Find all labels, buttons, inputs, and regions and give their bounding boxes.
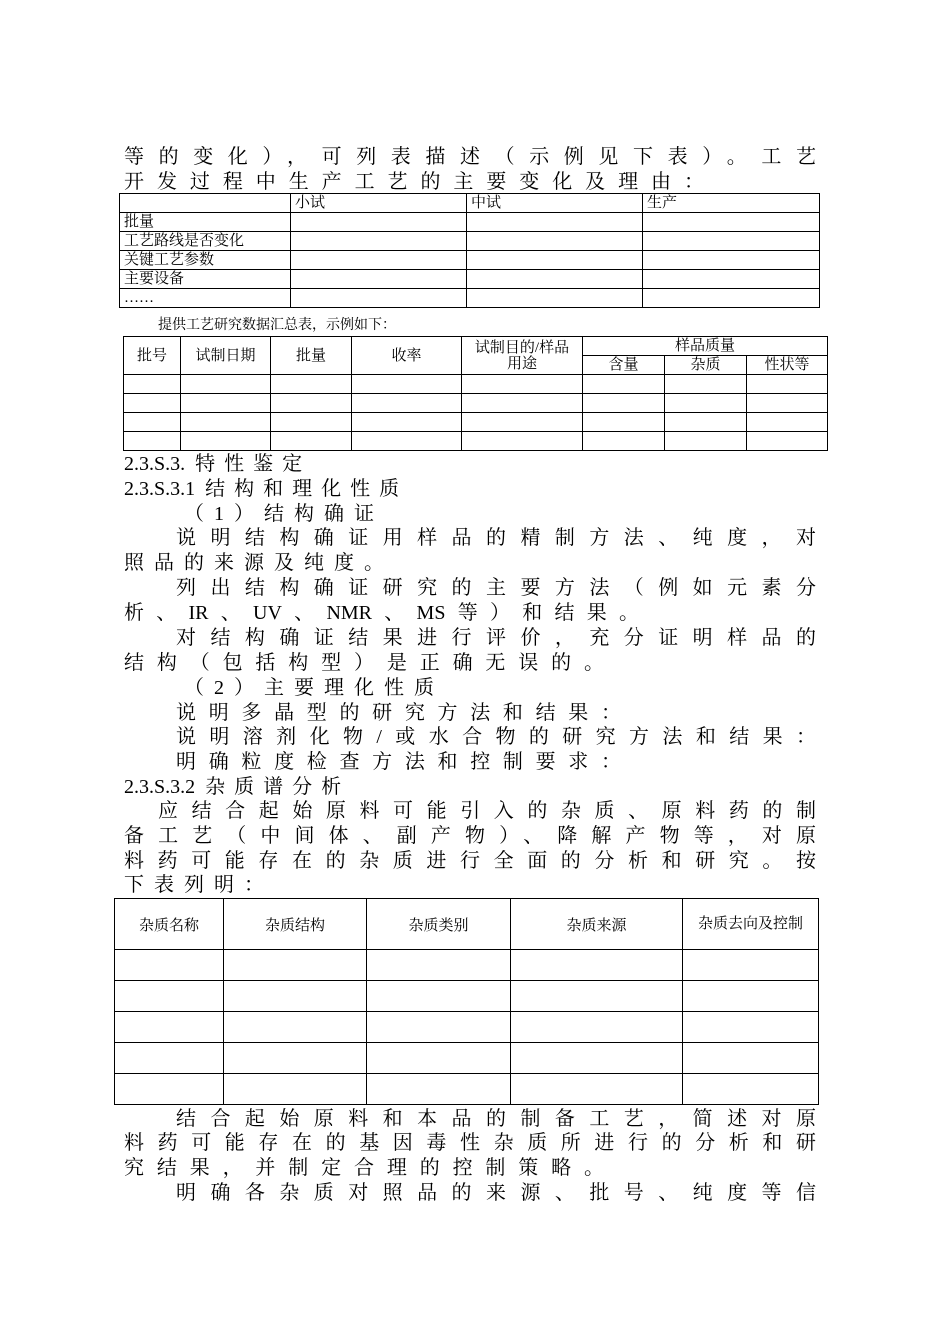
para-line: 料药可能存在的杂质进行全面的分析和研究。按 (124, 850, 816, 872)
section-heading (124, 452, 816, 476)
table-header-cell: 杂质类别 (367, 899, 511, 950)
para-line: 说明溶剂化物/或水合物的研究方法和结果： (176, 726, 816, 748)
para-line: 照品的来源及纯度。 (124, 552, 394, 574)
para-line: 明确各杂质对照品的来源、批号、纯度等信 (176, 1182, 816, 1204)
section-number: 2.3.S.3.2 (124, 776, 196, 798)
section-heading (124, 477, 816, 501)
table-row (124, 413, 828, 432)
para-line: 对结构确证结果进行评价，充分证明样品的 (176, 627, 816, 649)
table-row (124, 394, 828, 413)
table-header-cell: 试制日期 (181, 337, 271, 375)
table-subheader-cell: 性状等 (747, 356, 828, 375)
table-header-cell: 杂质结构 (224, 899, 367, 950)
section-title: 杂质谱分析 (205, 776, 351, 798)
para-line: 料药可能存在的基因毒性杂质所进行的分析和研 (124, 1132, 816, 1154)
table-header-cell: 批量 (271, 337, 352, 375)
table-row (115, 981, 819, 1012)
process-change-table (119, 193, 820, 308)
table-row (115, 1043, 819, 1074)
para-line: 下表列明： (124, 874, 274, 896)
section-heading (124, 775, 816, 799)
table-header-cell: 批号 (124, 337, 181, 375)
para-line: 说明结构确证用样品的精制方法、纯度，对 (176, 527, 816, 549)
table-row (120, 251, 820, 270)
table-header-cell: 试制目的/样品用途 (462, 337, 583, 375)
para-line: 明确粒度检查方法和控制要求： (176, 751, 621, 773)
table-row (120, 213, 820, 232)
row-label: 工艺路线是否变化 (120, 232, 291, 251)
table-note: 提供工艺研究数据汇总表，示例如下： (158, 318, 396, 333)
para-line: 结合起始原料和本品的制备工艺，简述对原 (176, 1108, 816, 1130)
row-label: 关键工艺参数 (120, 251, 291, 270)
table-subheader-cell: 含量 (583, 356, 665, 375)
table-header-cell: 样品质量 (583, 337, 828, 356)
table-header-cell (120, 194, 291, 213)
table-row (124, 432, 828, 451)
table-subheader-cell: 杂质 (665, 356, 747, 375)
table-header-cell: 生产 (643, 194, 820, 213)
table-header-cell: 小试 (291, 194, 467, 213)
section-number: 2.3.S.3. (124, 453, 186, 475)
table-header-cell: 收率 (352, 337, 462, 375)
table-row (115, 1074, 819, 1105)
impurity-table (114, 898, 819, 1105)
table-header-cell: 杂质名称 (115, 899, 224, 950)
section-title: 特性鉴定 (195, 453, 312, 475)
section-title: 结构和理化性质 (205, 478, 409, 500)
table-header-cell: 杂质去向及控制 (683, 899, 819, 950)
para-line: 说明多晶型的研究方法和结果： (176, 702, 621, 724)
para-line: 备工艺（中间体、副产物）、降解产物等，对原 (124, 825, 816, 847)
subheading: （1）结构确证 (184, 503, 384, 525)
row-label: 批量 (120, 213, 291, 232)
table-row (120, 270, 820, 289)
para-line: 究结果，并制定合理的控制策略。 (124, 1157, 604, 1179)
table-header-cell: 中试 (467, 194, 643, 213)
table-row (120, 232, 820, 251)
process-data-table (123, 336, 828, 451)
para-line: 等的变化），可列表描述（示例见下表）。工艺 (124, 146, 816, 168)
para-line: 应结合起始原料可能引入的杂质、原料药的制 (158, 800, 816, 822)
para-line: 析、IR、UV、NMR、MS等）和结果。 (124, 602, 639, 624)
table-row (120, 289, 820, 308)
table-row (115, 950, 819, 981)
table-row (115, 1012, 819, 1043)
subheading: （2）主要理化性质 (184, 677, 444, 699)
table-header-cell: 杂质来源 (511, 899, 683, 950)
para-line: 列出结构确证研究的主要方法（例如元素分 (176, 577, 816, 599)
row-label: 主要设备 (120, 270, 291, 289)
row-label: …… (120, 289, 291, 308)
para-line: 结构（包括构型）是正确无误的。 (124, 652, 604, 674)
table-row (124, 375, 828, 394)
para-line: 开发过程中生产工艺的主要变化及理由： (124, 171, 704, 193)
section-number: 2.3.S.3.1 (124, 478, 196, 500)
